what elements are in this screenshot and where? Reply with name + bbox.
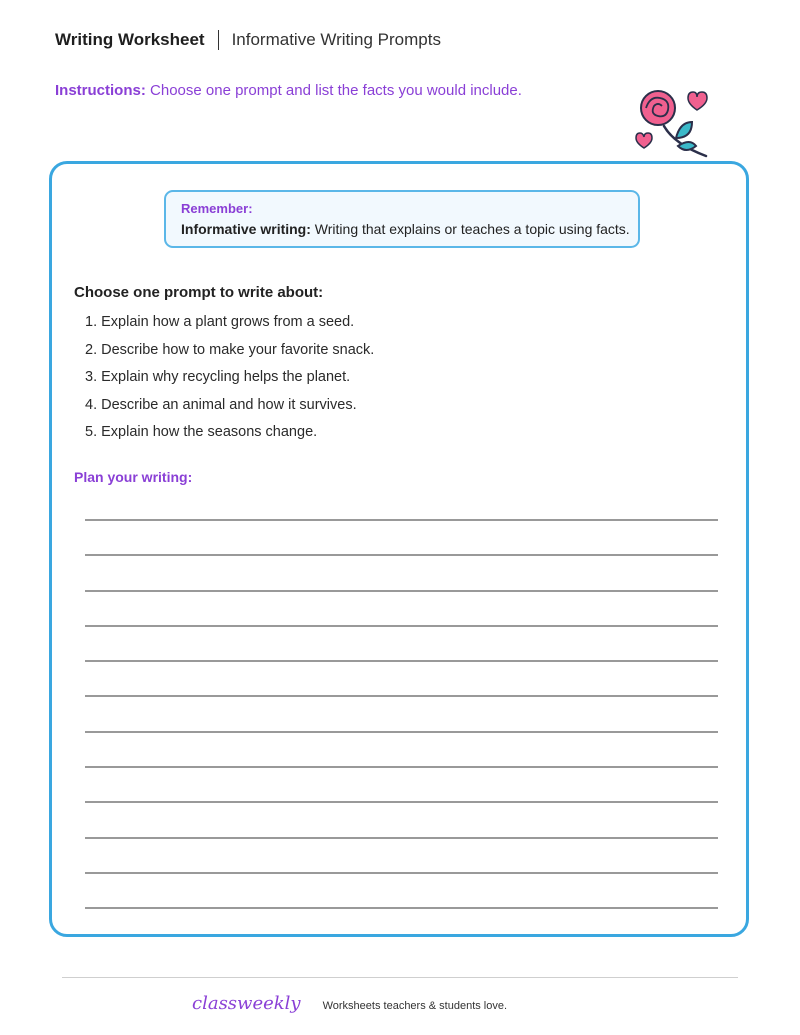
rose-with-hearts-icon [628, 86, 716, 164]
worksheet-header [55, 30, 441, 50]
prompt-list [85, 311, 374, 449]
writing-line[interactable] [85, 731, 718, 733]
instructions [55, 82, 522, 99]
worksheet-subtitle: Informative Writing Prompts [231, 30, 441, 49]
writing-line[interactable] [85, 907, 718, 909]
prompt-item: 2. Describe how to make your favorite snack. [85, 341, 375, 358]
writing-line[interactable] [85, 872, 718, 874]
plan-heading: Plan your writing: [74, 469, 193, 485]
prompt-item: 4. Describe an animal and how it survives. [85, 396, 357, 413]
prompts-heading: Choose one prompt to write about: [74, 284, 324, 301]
writing-line[interactable] [85, 766, 718, 768]
worksheet-card [49, 161, 749, 937]
remember-label: Remember: [181, 201, 253, 216]
definition [181, 221, 638, 237]
remember-box [164, 190, 640, 248]
writing-line[interactable] [85, 554, 718, 556]
prompt-item: 1. Explain how a plant grows from a seed. [85, 314, 355, 330]
writing-line[interactable] [85, 519, 718, 521]
prompt-item: 5. Explain how the seasons change. [85, 424, 318, 440]
footer [192, 993, 507, 1014]
writing-line[interactable] [85, 801, 718, 803]
footer-divider [62, 977, 738, 978]
writing-line[interactable] [85, 837, 718, 839]
header-divider [218, 30, 219, 50]
writing-lines[interactable] [85, 519, 718, 943]
instructions-label: Instructions: [55, 82, 146, 99]
worksheet-title: Writing Worksheet [55, 30, 205, 49]
instructions-text: Choose one prompt and list the facts you would include. [150, 82, 522, 99]
footer-tagline: Worksheets teachers & students love. [322, 1000, 508, 1012]
writing-line[interactable] [85, 625, 718, 627]
writing-line[interactable] [85, 660, 718, 662]
writing-line[interactable] [85, 695, 718, 697]
definition-term: Informative writing: [181, 221, 311, 237]
brand-logo: classweekly [192, 993, 301, 1014]
writing-line[interactable] [85, 590, 718, 592]
definition-text: Writing that explains or teaches a topic using facts. [314, 221, 630, 237]
prompt-item: 3. Explain why recycling helps the planet. [85, 369, 351, 385]
